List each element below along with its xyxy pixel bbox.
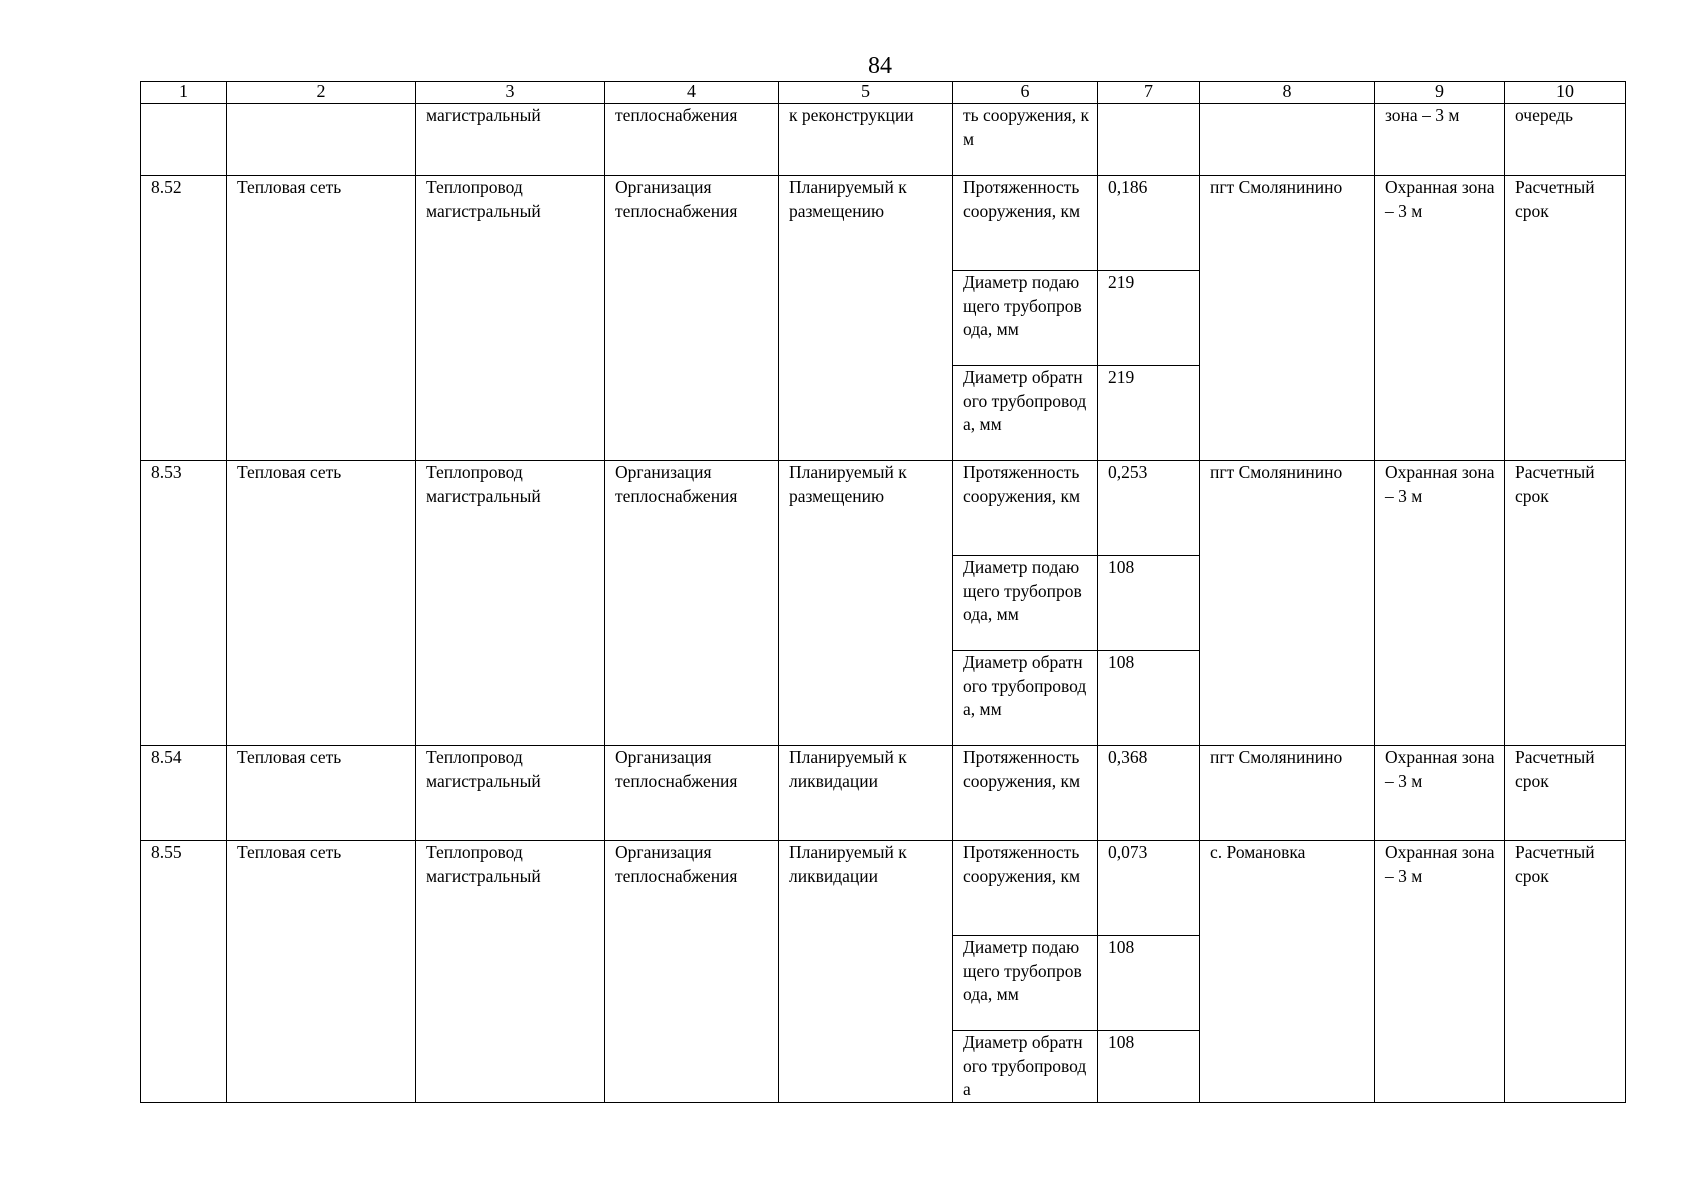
- column-number-row: [141, 82, 1626, 104]
- cell-purpose: Организация теплоснабжения: [605, 176, 779, 461]
- cell-param-label: Протяженность сооружения, км: [953, 461, 1098, 556]
- data-table-container: [140, 81, 1625, 1103]
- cell-location: [1200, 104, 1375, 176]
- cell-param-value: 219: [1098, 271, 1200, 366]
- cell-param-value: 0,186: [1098, 176, 1200, 271]
- cell-location: пгт Смолянинино: [1200, 176, 1375, 461]
- cell-param-label: Диаметр подающего трубопровода, мм: [953, 271, 1098, 366]
- cell-param-value: 108: [1098, 556, 1200, 651]
- cell-param-value: 0,253: [1098, 461, 1200, 556]
- cell-zone: Охранная зона – 3 м: [1375, 841, 1505, 1103]
- cell-purpose: теплоснабжения: [605, 104, 779, 176]
- cell-param-value: 0,073: [1098, 841, 1200, 936]
- cell-status: к реконструкции: [779, 104, 953, 176]
- cell-name: [227, 104, 416, 176]
- cell-param-value: 219: [1098, 366, 1200, 461]
- cell-param-label: Диаметр подающего трубопровода, мм: [953, 556, 1098, 651]
- cell-type: магистральный: [416, 104, 605, 176]
- cell-number: [141, 104, 227, 176]
- cell-zone: Охранная зона – 3 м: [1375, 746, 1505, 841]
- cell-param-value: [1098, 104, 1200, 176]
- column-header: 1: [141, 82, 227, 104]
- cell-number: 8.54: [141, 746, 227, 841]
- cell-zone: Охранная зона – 3 м: [1375, 176, 1505, 461]
- table-row: [141, 746, 1626, 841]
- cell-location: пгт Смолянинино: [1200, 746, 1375, 841]
- column-header: 7: [1098, 82, 1200, 104]
- cell-location: пгт Смолянинино: [1200, 461, 1375, 746]
- cell-number: 8.53: [141, 461, 227, 746]
- cell-name: Тепловая сеть: [227, 746, 416, 841]
- cell-type: Теплопровод магистральный: [416, 176, 605, 461]
- column-header: 4: [605, 82, 779, 104]
- column-header: 9: [1375, 82, 1505, 104]
- cell-name: Тепловая сеть: [227, 461, 416, 746]
- cell-param-label: Диаметр обратного трубопровода, мм: [953, 366, 1098, 461]
- cell-status: Планируемый к ликвидации: [779, 841, 953, 1103]
- column-header: 8: [1200, 82, 1375, 104]
- cell-param-label: Протяженность сооружения, км: [953, 746, 1098, 841]
- cell-purpose: Организация теплоснабжения: [605, 461, 779, 746]
- cell-type: Теплопровод магистральный: [416, 841, 605, 1103]
- cell-zone: Охранная зона – 3 м: [1375, 461, 1505, 746]
- cell-status: Планируемый к размещению: [779, 461, 953, 746]
- column-header: 3: [416, 82, 605, 104]
- cell-name: Тепловая сеть: [227, 841, 416, 1103]
- cell-term: Расчетный срок: [1505, 841, 1626, 1103]
- cell-param-label: Протяженность сооружения, км: [953, 841, 1098, 936]
- column-header: 10: [1505, 82, 1626, 104]
- cell-param-label: Диаметр обратного трубопровода, мм: [953, 651, 1098, 746]
- page-number: 84: [868, 53, 892, 79]
- cell-param-value: 108: [1098, 936, 1200, 1031]
- column-header: 2: [227, 82, 416, 104]
- table-row: [141, 104, 1626, 176]
- cell-param-label: Диаметр обратного трубопровода: [953, 1031, 1098, 1103]
- cell-location: с. Романовка: [1200, 841, 1375, 1103]
- cell-param-value: 108: [1098, 1031, 1200, 1103]
- cell-param-label: Протяженность сооружения, км: [953, 176, 1098, 271]
- table-row: [141, 841, 1626, 936]
- cell-type: Теплопровод магистральный: [416, 746, 605, 841]
- table-row: [141, 461, 1626, 556]
- cell-purpose: Организация теплоснабжения: [605, 746, 779, 841]
- cell-param-value: 108: [1098, 651, 1200, 746]
- cell-type: Теплопровод магистральный: [416, 461, 605, 746]
- cell-param-value: 0,368: [1098, 746, 1200, 841]
- cell-purpose: Организация теплоснабжения: [605, 841, 779, 1103]
- cell-term: Расчетный срок: [1505, 746, 1626, 841]
- cell-number: 8.55: [141, 841, 227, 1103]
- cell-name: Тепловая сеть: [227, 176, 416, 461]
- cell-param-label: ть сооружения, км: [953, 104, 1098, 176]
- column-header: 6: [953, 82, 1098, 104]
- cell-zone: зона – 3 м: [1375, 104, 1505, 176]
- column-header: 5: [779, 82, 953, 104]
- cell-term: очередь: [1505, 104, 1626, 176]
- cell-term: Расчетный срок: [1505, 176, 1626, 461]
- cell-status: Планируемый к ликвидации: [779, 746, 953, 841]
- cell-number: 8.52: [141, 176, 227, 461]
- table-row: [141, 176, 1626, 271]
- cell-param-label: Диаметр подающего трубопровода, мм: [953, 936, 1098, 1031]
- cell-status: Планируемый к размещению: [779, 176, 953, 461]
- data-table: [140, 81, 1626, 1103]
- cell-term: Расчетный срок: [1505, 461, 1626, 746]
